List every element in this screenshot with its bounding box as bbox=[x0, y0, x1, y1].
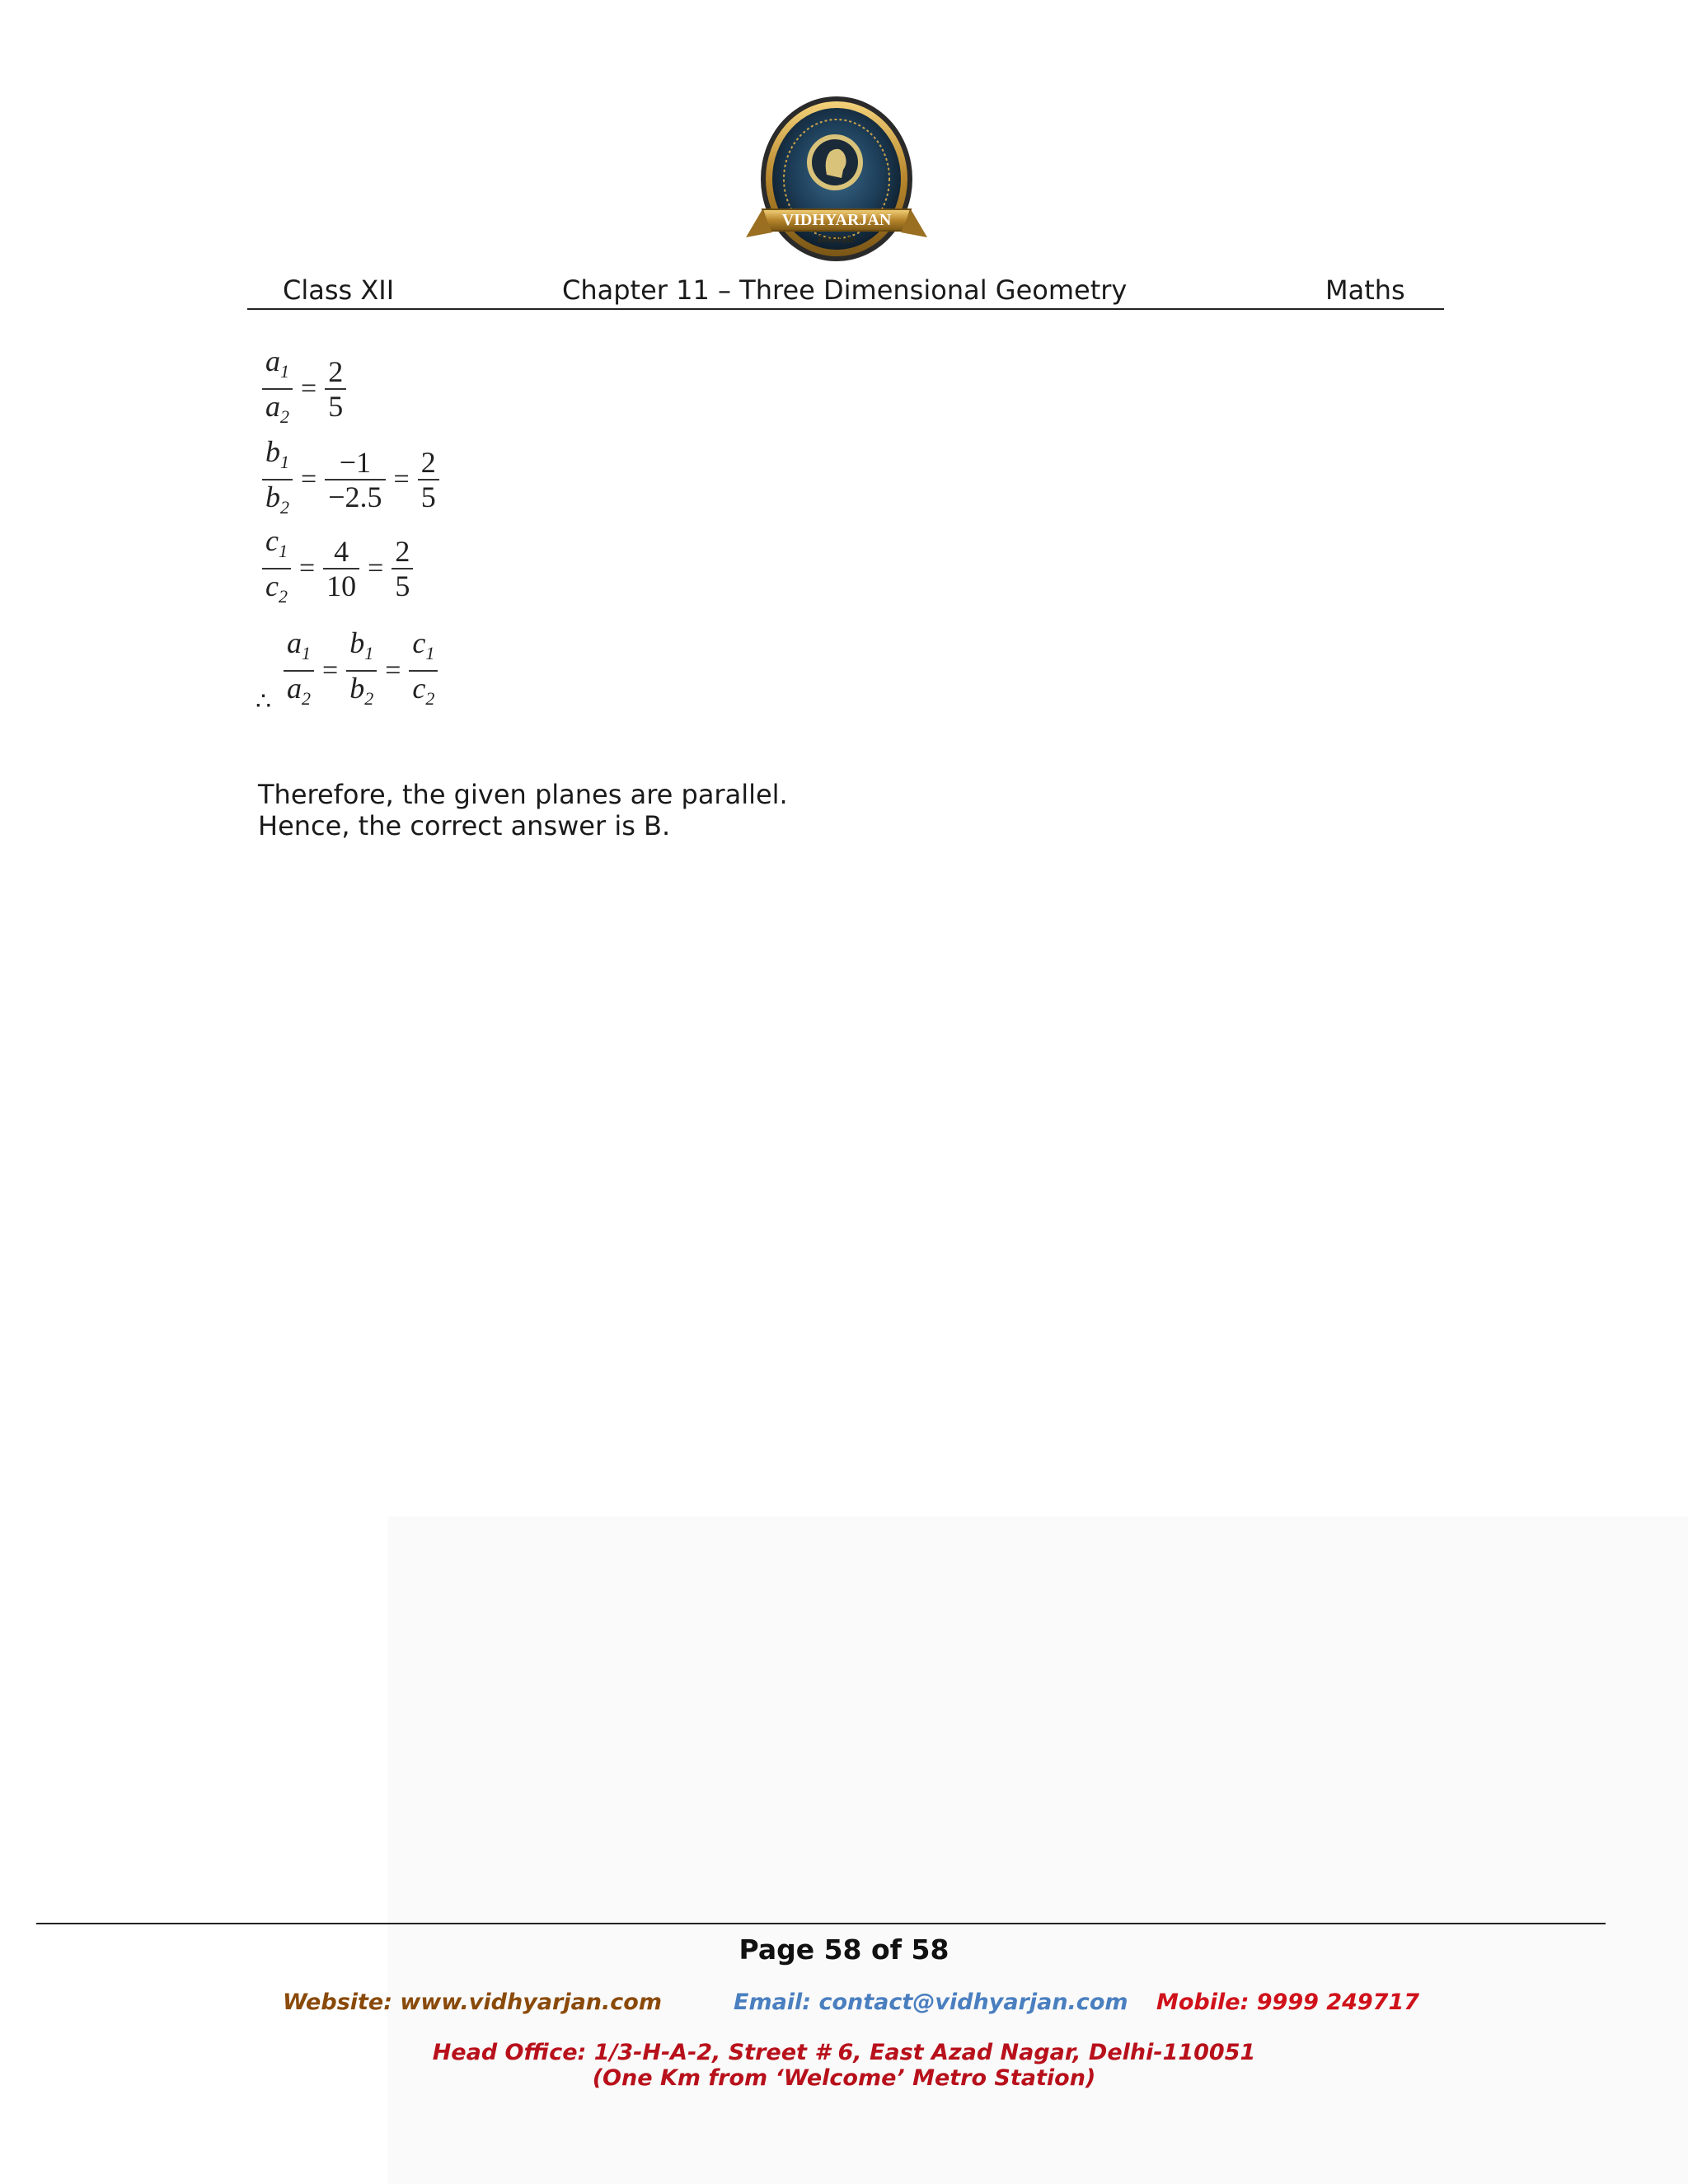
fraction-result-b bbox=[418, 446, 439, 513]
fraction-b1-b2: $\frac{b_1}{b_2}$ bbox=[346, 626, 377, 715]
fraction-denominator: −2.5 bbox=[328, 480, 382, 514]
header-class: Class XII bbox=[283, 274, 395, 306]
footer-mobile: Mobile: 9999 249717 bbox=[1156, 1990, 1420, 2015]
footer-email[interactable]: Email: contact@vidhyarjan.com bbox=[734, 1990, 1128, 2015]
fraction-denominator: 5 bbox=[328, 390, 344, 424]
logo-subtitle: Institute bbox=[818, 233, 856, 246]
ratio-a-row: $\frac{a_1}{a_2}$ = $\frac{2}{5}$ bbox=[259, 344, 349, 434]
logo-wordmark: VIDHYARJAN bbox=[781, 211, 892, 229]
fraction-b1-b2: $\frac{b_1}{b_2}$ bbox=[262, 435, 293, 524]
fraction-a1-a2: $\frac{a_1}{a_2}$ bbox=[284, 626, 314, 715]
conclusion-row: $\frac{a_1}{a_2}$ = $\frac{b_1}{b_2}$ = $\frac{c_1}{c_2}$ bbox=[280, 626, 441, 715]
fraction-numerator: 4 bbox=[334, 535, 349, 569]
page-number: Page 58 of 58 bbox=[738, 1933, 950, 1966]
fraction-numerator: 2 bbox=[420, 446, 436, 480]
fraction-a1-a2: $\frac{a_1}{a_2}$ bbox=[262, 344, 293, 434]
fraction-mid-c bbox=[323, 535, 359, 602]
fraction-denominator: 10 bbox=[326, 569, 357, 603]
fraction-c1-c2: $\frac{c_1}{c_2}$ bbox=[409, 626, 438, 715]
header-subject: Maths bbox=[1325, 274, 1405, 306]
fraction-numerator: 2 bbox=[395, 535, 410, 569]
header-chapter: Chapter 11 – Three Dimensional Geometry bbox=[562, 274, 1128, 306]
therefore-symbol: ∴ bbox=[256, 688, 272, 715]
footer-address: Head Office: 1/3-H-A-2, Street # 6, East Azad Nagar, Delhi-110051 bbox=[432, 2040, 1256, 2065]
ratio-b-row: $\frac{b_1}{b_2}$ = $\frac{-1}{-2.5}$ = $\frac{2}{5}$ bbox=[259, 435, 443, 524]
footer-address-note: (One Km from ‘Welcome’ Metro Station) bbox=[592, 2065, 1096, 2091]
fraction-c1-c2: $\frac{c_1}{c_2}$ bbox=[262, 524, 291, 613]
answer-text: Hence, the correct answer is B. bbox=[258, 810, 671, 841]
footer-website[interactable]: Website: www.vidhyarjan.com bbox=[283, 1990, 662, 2015]
footer-divider bbox=[36, 1923, 1606, 1924]
fraction-result-a bbox=[325, 355, 346, 423]
header-divider bbox=[247, 308, 1444, 310]
fraction-denominator: 5 bbox=[395, 569, 410, 603]
fraction-numerator: −1 bbox=[339, 446, 371, 480]
conclusion-text: Therefore, the given planes are parallel. bbox=[258, 779, 788, 810]
ratio-c-row: $\frac{c_1}{c_2}$ = $\frac{4}{10}$ = $\frac{2}{5}$ bbox=[259, 524, 416, 613]
fraction-result-c bbox=[392, 535, 413, 602]
vidhyarjan-logo bbox=[729, 92, 944, 274]
fraction-numerator: 2 bbox=[328, 355, 344, 389]
fraction-denominator: 5 bbox=[420, 480, 436, 514]
fraction-mid-b bbox=[325, 446, 385, 513]
